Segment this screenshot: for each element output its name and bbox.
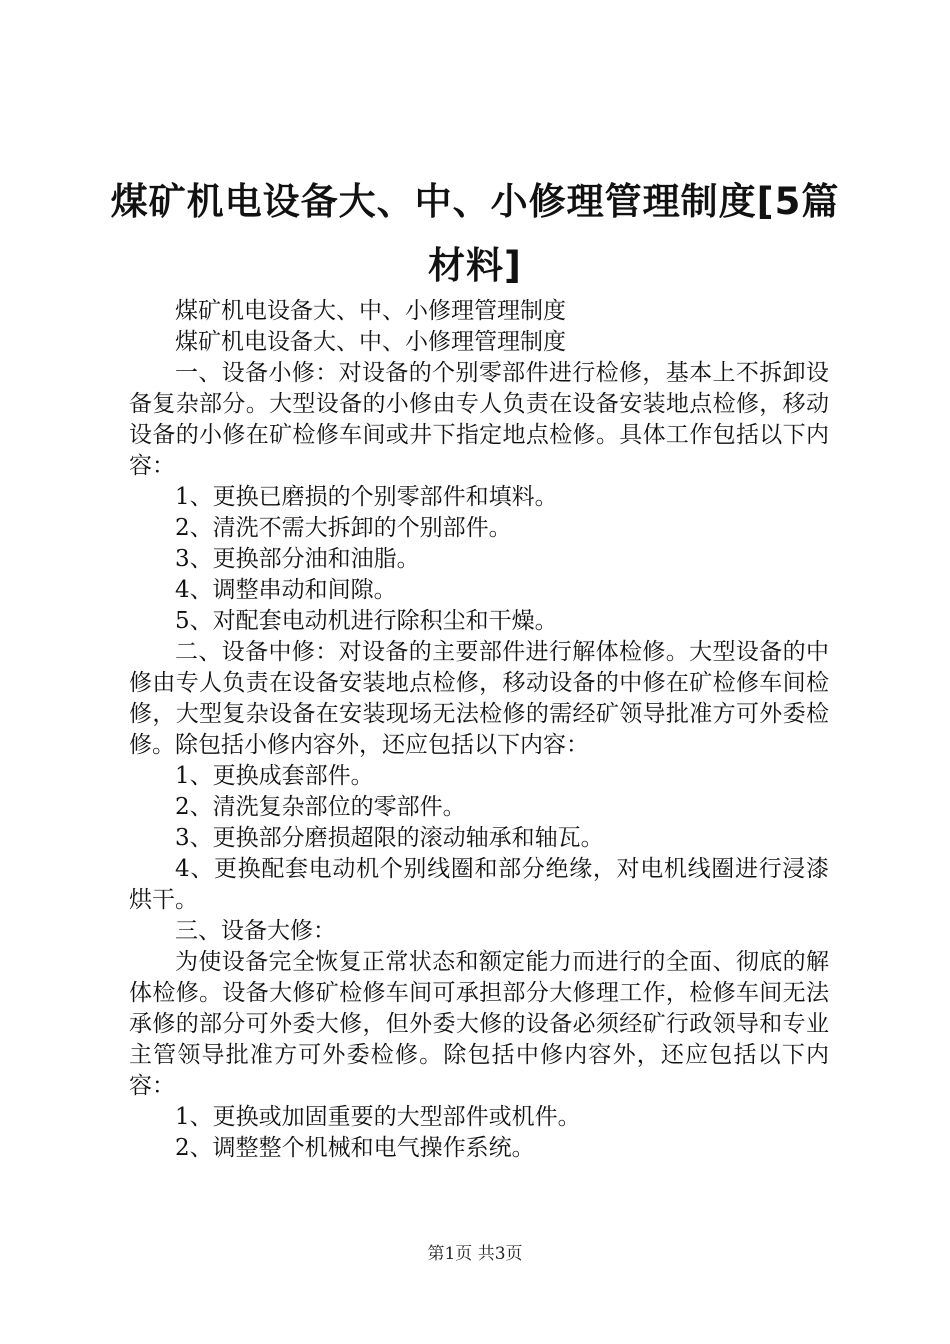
list-item: 4、更换配套电动机个别线圈和部分绝缘，对电机线圈进行浸漆烘干。 bbox=[129, 856, 829, 913]
page-number-footer: 第1页 共3页 bbox=[427, 1244, 523, 1264]
paragraph-medium-repair: 二、设备中修：对设备的主要部件进行解体检修。大型设备的中修由专人负责在设备安装地点检修，移动设备的中修在矿检修车间检修，大型复杂设备在安装现场无法检修的需经矿领导批准方可外委检修。除包括小修内容外，还应包括以下内容： bbox=[129, 639, 829, 758]
paragraph-subtitle-1: 煤矿机电设备大、中、小修理管理制度 bbox=[175, 298, 566, 324]
document-title: 煤矿机电设备大、中、小修理管理制度[5篇材料] bbox=[110, 180, 840, 287]
paragraph-subtitle-2: 煤矿机电设备大、中、小修理管理制度 bbox=[175, 329, 566, 355]
list-item: 2、调整整个机械和电气操作系统。 bbox=[175, 1135, 535, 1161]
list-item: 1、更换成套部件。 bbox=[175, 763, 374, 789]
paragraph-minor-repair: 一、设备小修：对设备的个别零部件进行检修，基本上不拆卸设备复杂部分。大型设备的小修由专人负责在设备安装地点检修，移动设备的小修在矿检修车间或井下指定地点检修。具体工作包括以下内容： bbox=[129, 360, 829, 479]
document-body bbox=[129, 296, 829, 1164]
paragraph-major-repair: 为使设备完全恢复正常状态和额定能力而进行的全面、彻底的解体检修。设备大修矿检修车间可承担部分大修理工作，检修车间无法承修的部分可外委大修，但外委大修的设备必须经矿行政领导和专业主管领导批准方可外委检修。除包括中修内容外，还应包括以下内容： bbox=[129, 949, 829, 1099]
list-item: 4、调整串动和间隙。 bbox=[175, 577, 397, 603]
list-item: 2、清洗不需大拆卸的个别部件。 bbox=[175, 515, 512, 541]
list-item: 1、更换已磨损的个别零部件和填料。 bbox=[175, 484, 558, 510]
list-item: 3、更换部分油和油脂。 bbox=[175, 546, 420, 572]
list-item: 2、清洗复杂部位的零部件。 bbox=[175, 794, 466, 820]
list-item: 5、对配套电动机进行除积尘和干燥。 bbox=[175, 608, 558, 634]
section-heading-major-repair: 三、设备大修： bbox=[175, 918, 336, 944]
list-item: 1、更换或加固重要的大型部件或机件。 bbox=[175, 1104, 581, 1130]
list-item: 3、更换部分磨损超限的滚动轴承和轴瓦。 bbox=[175, 825, 604, 851]
